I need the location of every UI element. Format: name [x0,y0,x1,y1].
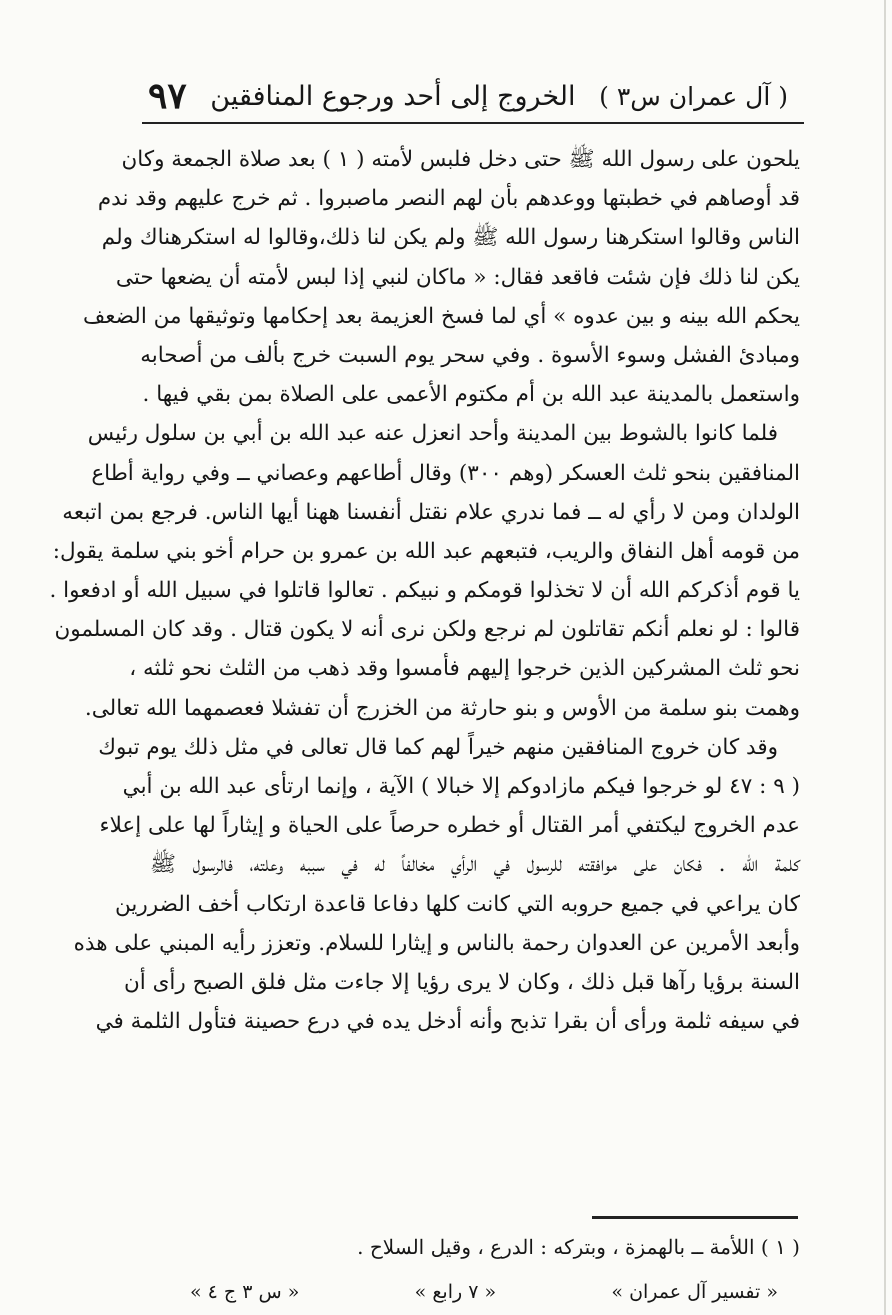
text-line: يكن لنا ذلك فإن شئت فاقعد فقال: « ماكان لنبي إذا لبس لأمته أن يضعها حتى [115,264,800,290]
text-line: في سيفه ثلمة ورأى أن بقرا تذبح وأنه أدخل يده في درع حصينة فتأول الثلمة في [95,1009,800,1035]
text-line: يلحون على رسول الله ﷺ حتى دخل فلبس لأمته ( ١ ) بعد صلاة الجمعة وكان [121,147,800,172]
header-surah-reference: ( آل عمران س٣ ) [599,81,788,111]
text-line: فلما كانوا بالشوط بين المدينة وأحد انعزل عنه عبد الله بن أبي بن سلول رئيس [87,421,778,447]
signature-part: « ٧ رابع » [414,1281,497,1303]
text-line: من قومه أهل النفاق والريب، فتبعهم عبد الله بن عمرو بن حرام أخو بني سلمة يقول: [52,538,800,564]
running-header [148,72,788,120]
footnote: ( ١ ) اللأمة ــ بالهمزة ، وبتركه : الدرع ، وقيل السلاح . [357,1235,800,1259]
text-line: ومبادئ الفشل وسوء الأسوة . وفي سحر يوم السبت خرج بألف من أصحابه [140,342,800,368]
text-line: يحكم الله بينه و بين عدوه » أي لما فسخ العزيمة بعد إحكامها وتوثيقها من الضعف [83,303,800,329]
text-line: يا قوم أذكركم الله أن لا تخذلوا قومكم و نبيكم . تعالوا قاتلوا في سبيل الله أو ادفعوا . [49,578,800,604]
text-line: قد أوصاهم في خطبتها ووعدهم بأن لهم النصر ماصبروا . ثم خرج عليهم وقد ندم [97,186,800,212]
text-line: وقد كان خروج المنافقين منهم خيراً لهم كما قال تعالى في مثل ذلك يوم تبوك [98,734,778,760]
header-section-title: الخروج إلى أحد ورجوع المنافقين [210,80,576,112]
text-line: كان يراعي في جميع حروبه التي كانت كلها دفاعا قاعدة ارتكاب أخف الضررين [115,891,800,917]
text-line: ( ٩ : ٤٧ لو خرجوا فيكم مازادوكم إلا خبالا ) الآية ، وإنما ارتأى عبد الله بن أبي [122,774,800,799]
text-line: وأبعد الأمرين عن العدوان رحمة بالناس و إيثارا للسلام. وتعزز رأيه المبني على هذه [73,930,800,956]
text-line: الولدان ومن لا رأي له ــ فما ندري علام نقتل أنفسنا ههنا أيها الناس. فرجع بمن اتبعه [62,499,800,525]
signature-book: « تفسير آل عمران » [611,1281,778,1303]
header-rule [142,122,804,124]
text-line: المنافقين بنحو ثلث العسكر (وهم ٣٠٠) وقال أطاعهم وعصاني ــ وفي رواية أطاع [91,460,800,486]
body-text [49,140,800,1041]
footnote-rule [592,1216,798,1219]
text-line: عدم الخروج ليكتفي أمر القتال أو خطره حرصاً على الحياة و إيثاراً لها على إعلاء [99,813,800,839]
text-line: نحو ثلث المشركين الذين خرجوا إليهم فأمسوا وقد ذهب من الثلث نحو ثلثه ، [129,656,800,682]
signature-sheet: « س ٣ ج ٤ » [190,1281,300,1303]
text-line: الناس وقالوا استكرهنا رسول الله ﷺ ولم يكن لنا ذلك،وقالوا له استكرهناك ولم [101,225,800,251]
page-number: ٩٧ [148,75,187,117]
text-line: وهمت بنو سلمة من الأوس و بنو حارثة من الخزرج أن تفشلا فعصمهما الله تعالى. [84,695,800,721]
text-line: واستعمل بالمدينة عبد الله بن أم مكتوم الأعمى على الصلاة بمن بقي فيها . [142,382,800,408]
printer-signature [190,1278,778,1306]
text-line: كلمة الله . فكان على موافقته للرسول في الرأي مخالفاً له في سببه وعلته، فالرسول ﷺ [150,852,800,878]
page-edge-divider [884,0,886,1315]
text-line: السنة برؤيا رآها قبل ذلك ، وكان لا يرى رؤيا إلا جاءت مثل فلق الصبح رأى أن [123,969,800,995]
text-line: قالوا : لو نعلم أنكم تقاتلون لم نرجع ولكن نرى أنه لا يكون قتال . وقد كان المسلمون [54,617,800,643]
